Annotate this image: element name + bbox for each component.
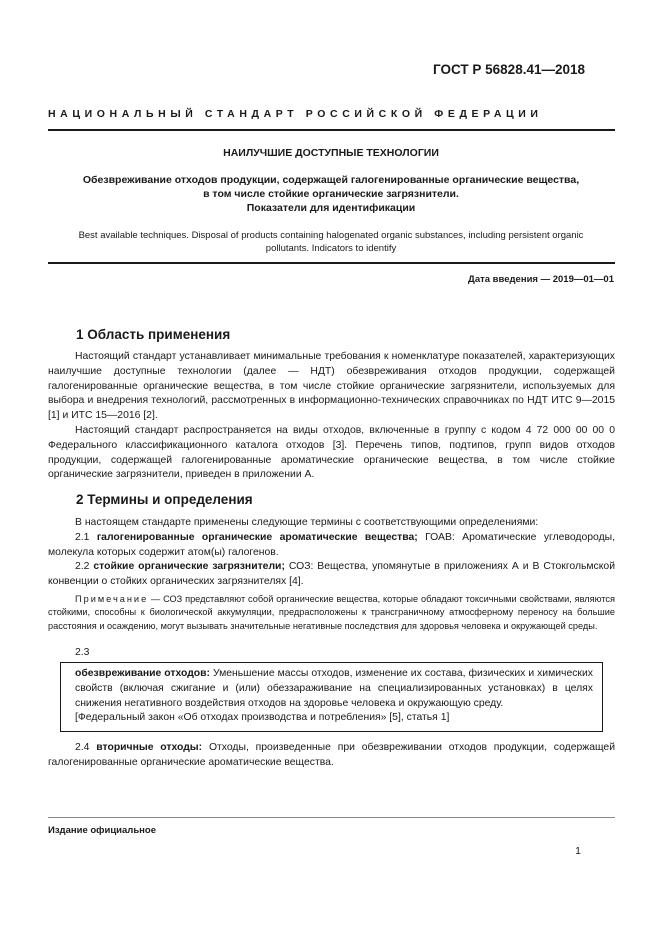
term-2-2-number: 2.2 (75, 561, 90, 573)
term-2-4-definition: Отходы, произведенные при обезвреживании отходов продукции, содержащей галогенированные органические ароматические вещества. (48, 742, 616, 768)
term-2-4-number: 2.4 (75, 742, 90, 753)
section-1-heading: 1 Область применения (76, 327, 231, 342)
page-number: 1 (575, 845, 581, 857)
section-1-paragraph-1: Настоящий стандарт устанавливает минимальные требования к номенклатуре показателей, характеризующих наилучшие доступные технологии (далее — НДТ) обезвреживания отходов продукции, содержащей галогенированные органические вещества, в том числе стойкие органические загрязнители, используемых для выбора и внедрения технологий, рассмотренных в информационно-технических справочниках по НДТ ИТС 9—2015 [1] и ИТС 15—2016 [2]. (48, 351, 615, 422)
term-2-1-definition: ГОАВ: Ароматические углеводороды, молекула которых содержит атом(ы) галогенов. (48, 531, 615, 558)
term-2-3-definition-paragraph (75, 667, 593, 711)
main-title-line1: Обезвреживание отходов продукции, содержащей галогенированные органические вещества, (82, 174, 580, 186)
english-title (48, 229, 614, 255)
term-2-4-block (48, 741, 615, 771)
section-2-intro: В настоящем стандарте применены следующие термины с соответствующими определениями: (75, 517, 539, 528)
english-title-line2: pollutants. Indicators to identify (265, 243, 397, 254)
section-1-paragraph-2: Настоящий стандарт распространяется на виды отходов, включенные в группу с кодом 4 72 000 00 00 0 Федерального классификационного каталога отходов [3]. Перечень типов, подтипов, групп видов отходов продукции, содержащей галогенированные ароматические органические вещества, в том числе стойкие органические загрязнители, приведен в приложении А. (48, 424, 615, 481)
note-block (48, 593, 615, 633)
term-2-1-number: 2.1 (75, 531, 90, 543)
title-divider (48, 262, 615, 264)
note-label: Примечание (75, 594, 149, 604)
term-2-3-definition: Уменьшение массы отходов, изменение их состава, физических и химических свойств (включая сжигание и (или) обеззараживание на специализированных установках) в целях снижения негативного воздействия отходов на здоровье человека и окружающую среду. (75, 668, 593, 709)
note-paragraph (48, 593, 615, 633)
main-title-line3: Показатели для идентификации (246, 202, 416, 214)
note-text: — СОЗ представляют собой органические вещества, которые обладают токсичными свойствами, являются стойкими, способны к биологической аккумуляции, предрасположены к трансграничному атмосферному переносу на большие расстояния и осаждению, могут вызывать значительные негативные последствия для здоровья человека и окружающей среды. (48, 594, 615, 631)
main-title-line2: в том числе стойкие органические загрязнители. (203, 188, 459, 200)
series-title: НАИЛУЧШИЕ ДОСТУПНЫЕ ТЕХНОЛОГИИ (223, 147, 439, 159)
term-2-3-number: 2.3 (75, 647, 90, 658)
english-title-line1: Best available techniques. Disposal of products containing halogenated organic substances, including persistent organic (78, 230, 584, 241)
footer-divider (48, 817, 615, 818)
section-1-body (48, 350, 615, 483)
term-2-4-term: вторичные отходы: (96, 742, 203, 753)
term-2-3-number-row (48, 646, 615, 661)
term-2-1 (48, 531, 615, 561)
term-2-1-term: галогенированные органические ароматические вещества; (96, 531, 418, 543)
introduction-date: Дата введения — 2019—01—01 (468, 274, 614, 285)
term-2-4 (48, 741, 615, 771)
section-2-body (48, 516, 615, 590)
term-2-3-content (75, 667, 593, 726)
term-2-2-term: стойкие органические загрязнители; (93, 561, 285, 573)
section-2-heading: 2 Термины и определения (76, 492, 253, 507)
top-divider (48, 129, 615, 131)
term-2-3-term: обезвреживание отходов: (75, 668, 210, 679)
main-title (48, 173, 614, 215)
term-2-2 (48, 560, 615, 590)
term-2-3-reference: [Федеральный закон «Об отходах производства и потребления» [5], статья 1] (75, 712, 450, 724)
national-standard-heading: НАЦИОНАЛЬНЫЙ СТАНДАРТ РОССИЙСКОЙ ФЕДЕРАЦИИ (48, 108, 543, 120)
official-edition-label: Издание официальное (48, 825, 156, 836)
document-code: ГОСТ Р 56828.41—2018 (433, 62, 585, 77)
term-2-2-definition: СОЗ: Вещества, упомянутые в приложениях А и В Стокгольмской конвенции о стойких органических загрязнителях [4]. (48, 561, 616, 588)
